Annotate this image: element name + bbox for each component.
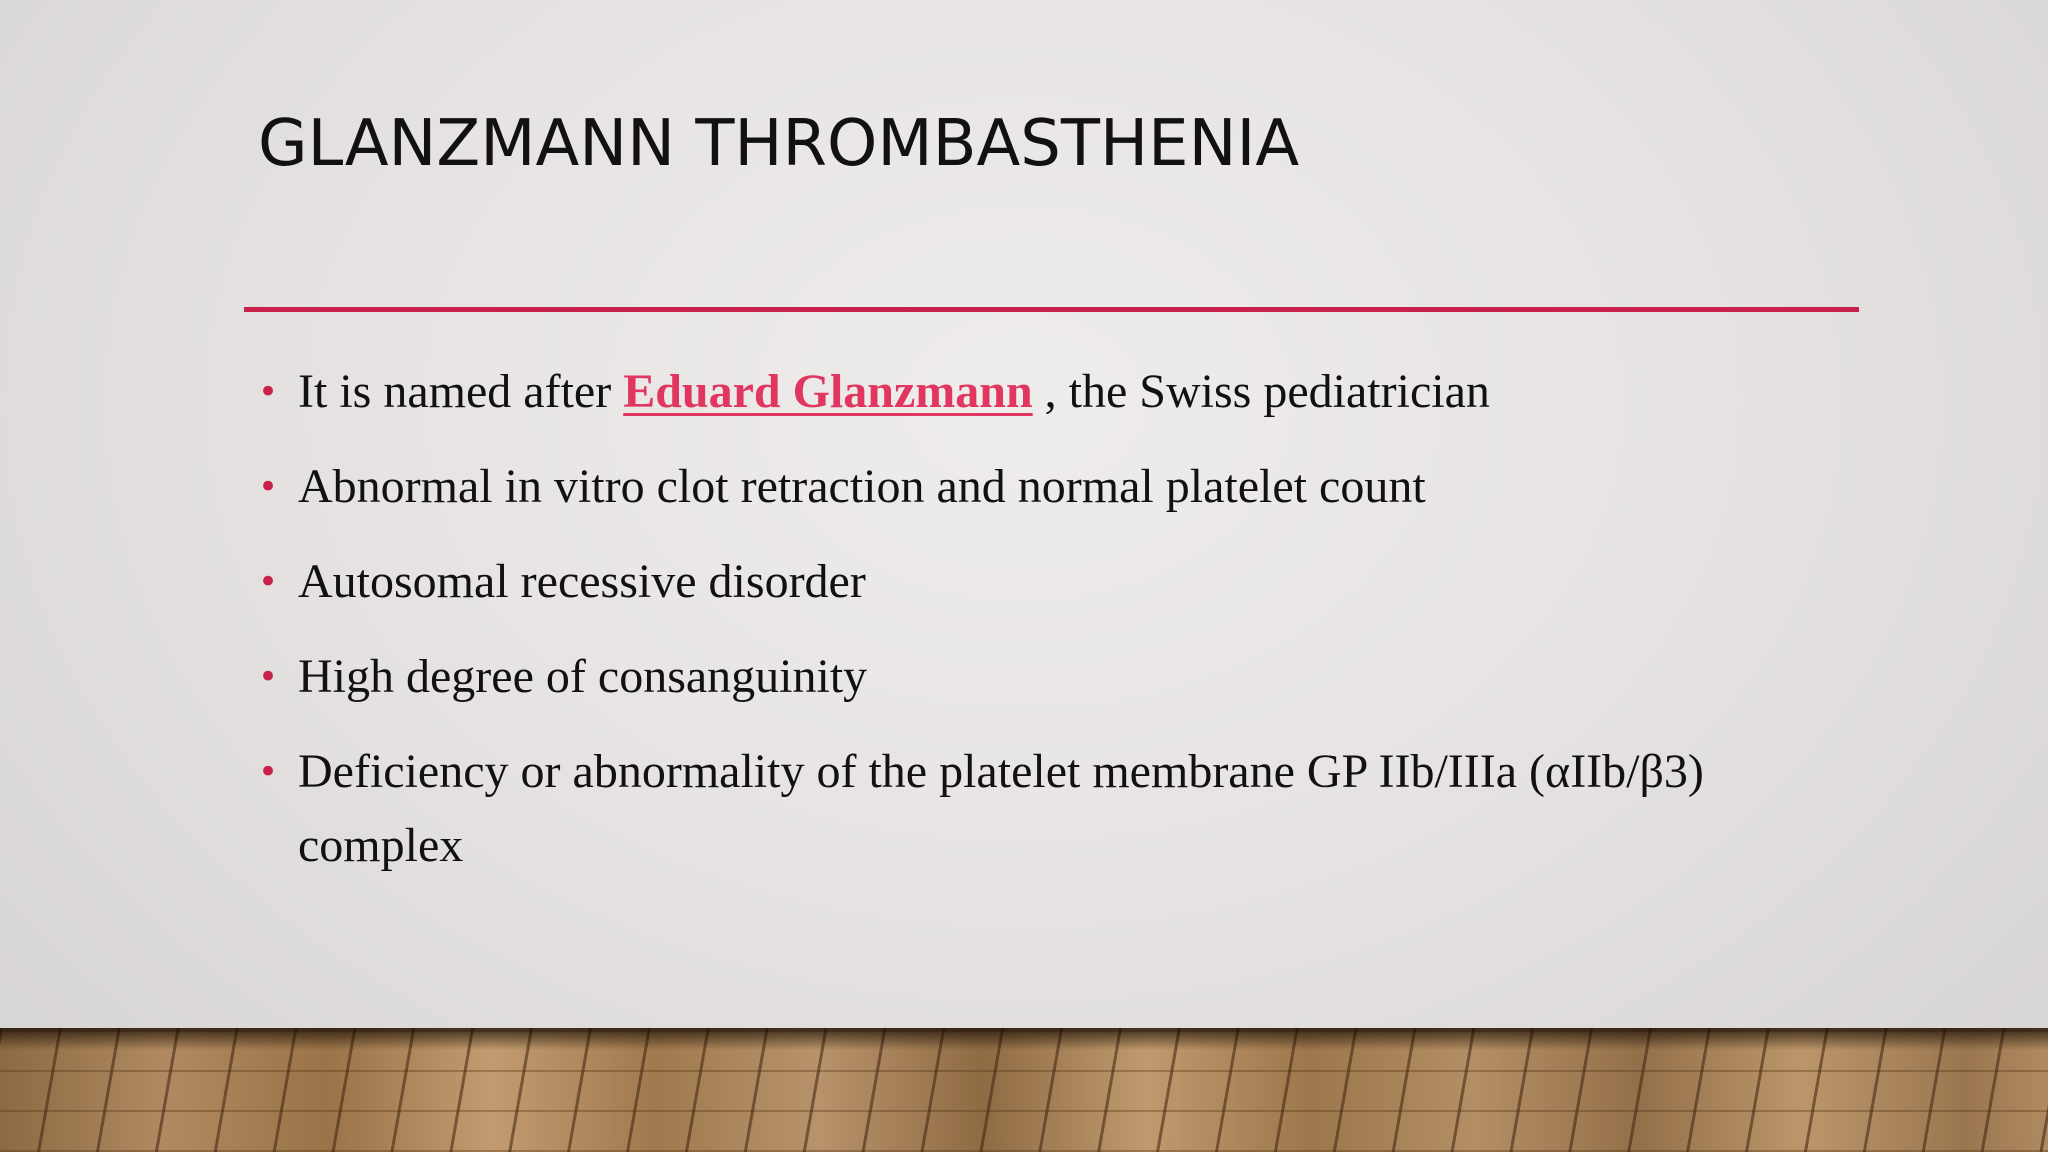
slide-title: GLANZMANN THROMBASTHENIA [258, 107, 1300, 181]
bullet-item [258, 450, 1818, 524]
bullet-text: , the Swiss pediatrician [1032, 365, 1490, 418]
bullet-text: It is named after [298, 365, 624, 418]
bullet-text: Autosomal recessive disorder [298, 555, 866, 608]
bullet-icon: • [258, 752, 279, 792]
bullet-icon: • [258, 467, 279, 507]
bullet-item [258, 355, 1818, 429]
bullet-icon: • [258, 372, 279, 412]
bullet-item [258, 545, 1818, 619]
bullet-text: High degree of consanguinity [298, 650, 868, 703]
bullet-icon: • [258, 562, 279, 602]
bullet-text: Abnormal in vitro clot retraction and normal platelet count [298, 460, 1426, 513]
bullet-item [258, 735, 1818, 883]
bullet-icon: • [258, 657, 279, 697]
floor-shadow [0, 1028, 2048, 1050]
bullet-list [258, 355, 1818, 904]
eduard-glanzmann-link[interactable]: Eduard Glanzmann [623, 365, 1033, 418]
title-divider [244, 307, 1859, 312]
bullet-item [258, 640, 1818, 714]
bullet-text: Deficiency or abnormality of the platelet membrane GP IIb/IIIa (αIIb/β3) complex [298, 745, 1704, 872]
